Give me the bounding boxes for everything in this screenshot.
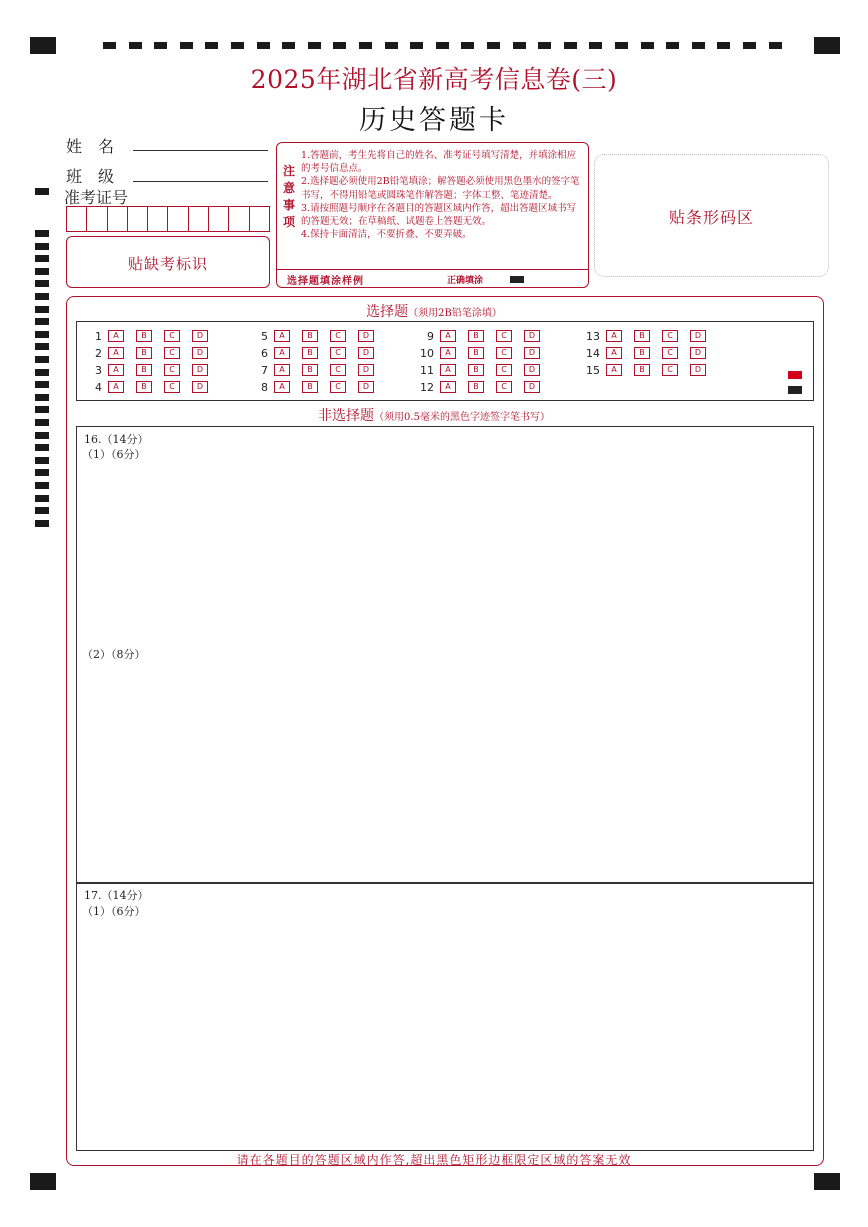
choice-bubble[interactable]: C [496,381,512,393]
name-label: 姓 名 [66,137,115,156]
choice-bubble[interactable]: C [662,364,678,376]
choice-bubble[interactable]: B [468,347,484,359]
timing-mark [564,42,577,49]
timing-mark [436,42,449,49]
notes-side-label: 注 意 事 项 [282,164,295,229]
choice-question-row [248,380,386,394]
question-number: 13 [586,329,600,343]
correct-fill-label: 正确填涂 [447,276,484,286]
choice-bubble[interactable]: A [108,364,124,376]
notes-box [276,142,589,288]
timing-mark [35,507,49,514]
question-number: 5 [261,329,268,343]
choice-question-row [248,329,386,343]
timing-mark [35,268,49,275]
timing-mark [308,42,321,49]
choice-bubble[interactable]: A [440,381,456,393]
question-part-label: （1）（6分） [82,448,146,461]
id-label: 准考证号 [64,188,129,207]
choice-bubble[interactable]: A [440,347,456,359]
choice-bubble[interactable]: B [136,347,152,359]
choice-bubble[interactable]: D [690,364,706,376]
choice-question-row [82,363,220,377]
timing-mark [589,42,602,49]
choice-bubble[interactable]: B [302,364,318,376]
choice-bubble[interactable]: C [330,364,346,376]
timing-mark [35,243,49,250]
choice-bubble[interactable]: B [468,381,484,393]
timing-mark [666,42,679,49]
timing-mark [461,42,474,49]
choice-bubble[interactable]: A [606,330,622,342]
timing-mark [333,42,346,49]
timing-mark [35,469,49,476]
choice-question-row [414,346,552,360]
choice-bubble[interactable]: C [496,330,512,342]
missing-exam-label: 贴缺考标识 [127,255,208,273]
question-number: 4 [95,380,102,394]
choice-question-row [82,329,220,343]
note-item: 3.请按照题号顺序在各题目的答题区域内作答，超出答题区域书写的答题无效；在草稿纸、试题卷上答题无效。 [301,202,577,228]
choice-bubble[interactable]: D [690,330,706,342]
question-part-label: （1）（6分） [82,905,146,918]
timing-mark [35,520,49,527]
timing-mark [743,42,756,49]
choice-bubble[interactable]: C [330,347,346,359]
class-field[interactable] [133,181,268,182]
question-number: 1 [95,329,102,343]
question-number: 10 [420,346,434,360]
timing-mark [641,42,654,49]
choice-question-row [248,363,386,377]
choice-bubble[interactable]: D [192,381,208,393]
choice-bubble[interactable]: D [358,347,374,359]
barcode-label: 贴条形码区 [668,208,754,227]
question-part-label: （2）（8分） [82,648,146,661]
choice-bubble[interactable]: D [524,381,540,393]
choice-bubble[interactable]: B [468,364,484,376]
choice-question-row [82,380,220,394]
timing-mark [35,280,49,287]
question-number: 7 [261,363,268,377]
choice-bubble[interactable]: C [164,381,180,393]
choice-bubble[interactable]: C [330,330,346,342]
choice-question-row [580,329,718,343]
registration-mark-bottom-left [30,1173,56,1190]
timing-mark [538,42,551,49]
question-number: 9 [427,329,434,343]
choice-bubble[interactable]: A [108,381,124,393]
registration-mark-top-right [814,37,840,54]
timing-mark [35,482,49,489]
choice-bubble[interactable]: A [108,347,124,359]
missing-exam-sticker-box[interactable] [66,236,270,288]
timing-mark [359,42,372,49]
choice-bubble[interactable]: A [440,364,456,376]
question-number: 11 [420,363,434,377]
choice-bubble[interactable]: A [606,347,622,359]
choice-question-row [82,346,220,360]
note-item: 1.答题前，考生先将自己的姓名、准考证号填写清楚，并填涂相应的考号信息点。 [301,150,577,175]
timing-mark [35,356,49,363]
name-field[interactable] [133,150,268,151]
choice-bubble[interactable]: B [302,381,318,393]
choice-bubble[interactable]: D [690,347,706,359]
choice-bubble[interactable]: D [192,364,208,376]
timing-mark [35,495,49,502]
timing-mark [35,331,49,338]
color-marker-black [788,386,802,394]
color-marker-red [788,371,802,379]
choice-bubble[interactable]: D [192,330,208,342]
timing-mark [231,42,244,49]
correct-fill-sample [510,276,524,283]
note-item: 2.选择题必须使用2B铅笔填涂；解答题必须使用黑色墨水的签字笔书写，不得用铅笔或圆珠笔作解答题；字体工整、笔迹清楚。 [301,176,580,201]
choice-bubble[interactable]: A [108,330,124,342]
timing-mark [35,255,49,262]
choice-bubble[interactable]: C [496,347,512,359]
choice-bubble[interactable]: A [606,364,622,376]
choice-bubble[interactable]: C [496,364,512,376]
timing-mark [35,457,49,464]
choice-bubble[interactable]: B [634,364,650,376]
footer-warning: 请在各题目的答题区域内作答,超出黑色矩形边框限定区域的答案无效 [236,1153,632,1167]
choice-bubble[interactable]: B [634,347,650,359]
timing-mark [35,369,49,376]
timing-mark [35,394,49,401]
exam-title: 2025年湖北省新高考信息卷(三) [250,65,618,94]
choice-bubble[interactable]: C [164,330,180,342]
choice-question-row [580,363,718,377]
timing-mark [129,42,142,49]
id-number-grid[interactable] [66,206,270,232]
timing-mark [35,293,49,300]
choice-bubble[interactable]: B [302,330,318,342]
choice-bubble[interactable]: A [274,347,290,359]
timing-mark [615,42,628,49]
timing-mark [385,42,398,49]
question-number: 8 [261,380,268,394]
note-item: 4.保持卡面清洁，不要折叠、不要弄破。 [301,229,472,241]
choice-question-row [414,363,552,377]
fill-example-label: 选择题填涂样例 [287,276,364,287]
answer-box-q17[interactable] [76,882,814,1151]
timing-mark [692,42,705,49]
timing-mark [35,432,49,439]
timing-mark [487,42,500,49]
question-number: 12 [420,380,434,394]
timing-mark [35,444,49,451]
choice-bubble[interactable]: A [274,364,290,376]
timing-mark [103,42,116,49]
question-number: 6 [261,346,268,360]
fill-example-row [277,269,588,288]
barcode-area[interactable] [594,154,829,277]
timing-mark [35,343,49,350]
choice-bubble[interactable]: D [192,347,208,359]
card-title: 历史答题卡 [359,105,509,136]
registration-mark-bottom-right [814,1173,840,1190]
question-number: 3 [95,363,102,377]
class-label: 班 级 [66,167,115,186]
timing-mark [513,42,526,49]
choice-bubble[interactable]: D [358,364,374,376]
choice-bubble[interactable]: D [524,364,540,376]
question-number: 14 [586,346,600,360]
timing-mark [410,42,423,49]
question-number: 15 [586,363,600,377]
choice-bubble[interactable]: A [274,330,290,342]
timing-mark [257,42,270,49]
question-label: 16.（14分） [84,433,149,446]
registration-mark-top-left [30,37,56,54]
timing-mark [154,42,167,49]
choice-question-row [580,346,718,360]
choice-bubble[interactable]: B [136,381,152,393]
question-number: 2 [95,346,102,360]
choice-bubble[interactable]: A [440,330,456,342]
choice-bubble[interactable]: B [136,330,152,342]
choice-bubble[interactable]: B [302,347,318,359]
choice-bubble[interactable]: D [524,330,540,342]
choice-section-title: 选择题（须用2B铅笔涂填） [366,304,502,320]
choice-question-row [248,346,386,360]
choice-bubble[interactable]: C [662,330,678,342]
choice-bubble[interactable]: D [524,347,540,359]
answer-box-q16[interactable] [76,426,814,884]
timing-mark [769,42,782,49]
timing-mark [35,381,49,388]
choice-question-row [414,380,552,394]
choice-bubble[interactable]: C [662,347,678,359]
choice-bubble[interactable]: A [274,381,290,393]
timing-mark [717,42,730,49]
choice-bubble[interactable]: B [468,330,484,342]
choice-bubble[interactable]: B [634,330,650,342]
nonchoice-section-title: 非选择题（须用0.5毫米的黑色字迹签字笔书写） [318,408,550,424]
timing-mark [282,42,295,49]
timing-mark [35,188,49,195]
choice-question-row [414,329,552,343]
timing-mark [35,230,49,237]
choice-bubble[interactable]: C [330,381,346,393]
choice-bubble[interactable]: C [164,347,180,359]
choice-bubble[interactable]: C [164,364,180,376]
notes-text [301,149,583,241]
timing-mark [205,42,218,49]
choice-bubble[interactable]: D [358,330,374,342]
choice-bubble[interactable]: D [358,381,374,393]
question-label: 17.（14分） [84,889,149,902]
timing-mark [180,42,193,49]
choice-bubble[interactable]: B [136,364,152,376]
